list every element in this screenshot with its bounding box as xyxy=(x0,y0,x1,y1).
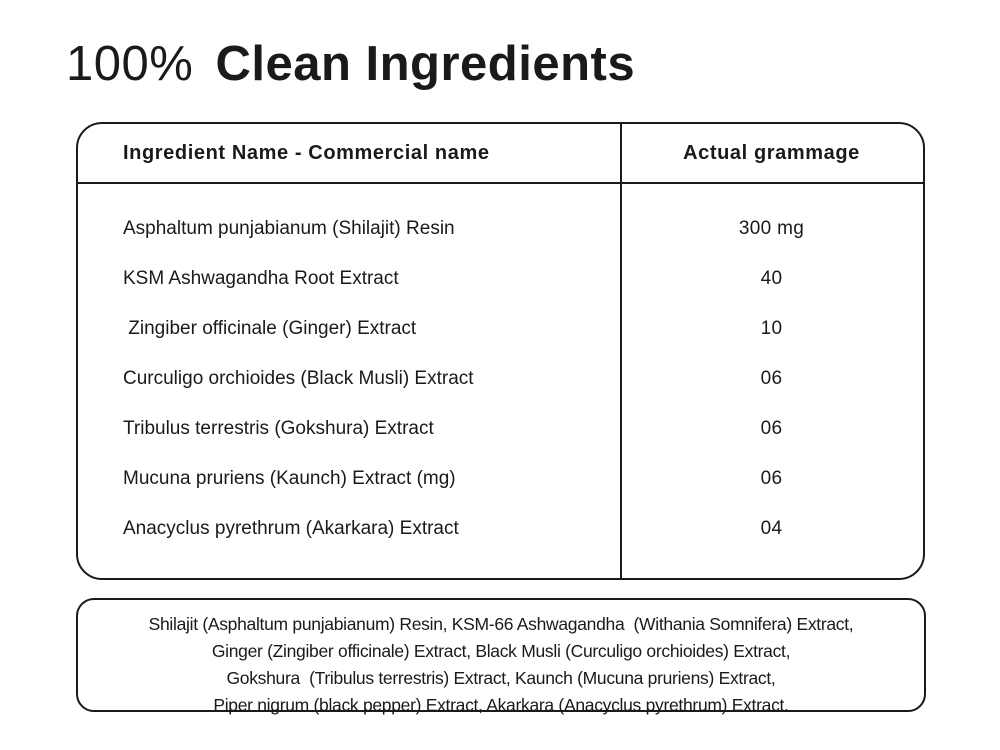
column-divider-line xyxy=(620,124,622,578)
table-row xyxy=(78,204,923,254)
ingredient-amount-cell: 06 xyxy=(760,368,783,389)
ingredient-amount-cell: 300 mg xyxy=(738,218,805,239)
table-body xyxy=(78,184,923,578)
table-row xyxy=(78,354,923,404)
full-ingredients-disclosure-box xyxy=(76,598,926,715)
disclosure-text-line: Gokshura (Tribulus terrestris) Extract, Kaunch (Mucuna pruriens) Extract, xyxy=(226,668,776,688)
column-header-actual-grammage: Actual grammage xyxy=(683,141,860,164)
table-row xyxy=(78,254,923,304)
table-row xyxy=(78,404,923,454)
table-header-row xyxy=(78,124,923,184)
ingredient-amount-cell: 10 xyxy=(760,318,783,339)
ingredient-name-cell: Mucuna pruriens (Kaunch) Extract (mg) xyxy=(123,468,456,489)
ingredient-amount-cell: 06 xyxy=(760,468,783,489)
ingredient-amount-cell: 06 xyxy=(760,418,783,439)
ingredient-name-cell: Asphaltum punjabianum (Shilajit) Resin xyxy=(123,218,455,239)
ingredient-name-cell: Tribulus terrestris (Gokshura) Extract xyxy=(123,418,434,439)
disclosure-text-line: Ginger (Zingiber officinale) Extract, Black Musli (Curculigo orchioides) Extract, xyxy=(211,641,791,661)
column-header-ingredient-name: Ingredient Name - Commercial name xyxy=(123,141,490,164)
ingredient-name-cell: Anacyclus pyrethrum (Akarkara) Extract xyxy=(123,518,459,539)
ingredient-amount-cell: 04 xyxy=(760,518,783,539)
page-title xyxy=(66,34,635,94)
disclosure-text-line: Shilajit (Asphaltum punjabianum) Resin, KSM-66 Ashwagandha (Withania Somnifera) Extract, xyxy=(148,614,854,634)
table-row xyxy=(78,304,923,354)
table-row xyxy=(78,504,923,554)
ingredient-name-cell: KSM Ashwagandha Root Extract xyxy=(123,268,399,289)
table-row xyxy=(78,454,923,504)
disclosure-text-line: Piper nigrum (black pepper) Extract, Akarkara (Anacyclus pyrethrum) Extract. xyxy=(213,695,789,715)
ingredients-table xyxy=(76,122,925,580)
ingredient-name-cell: Zingiber officinale (Ginger) Extract xyxy=(123,318,417,339)
ingredient-amount-cell: 40 xyxy=(760,268,783,289)
ingredient-name-cell: Curculigo orchioides (Black Musli) Extract xyxy=(123,368,474,389)
title-main-text: Clean Ingredients xyxy=(215,37,636,91)
title-percentage: 100% xyxy=(66,37,194,91)
